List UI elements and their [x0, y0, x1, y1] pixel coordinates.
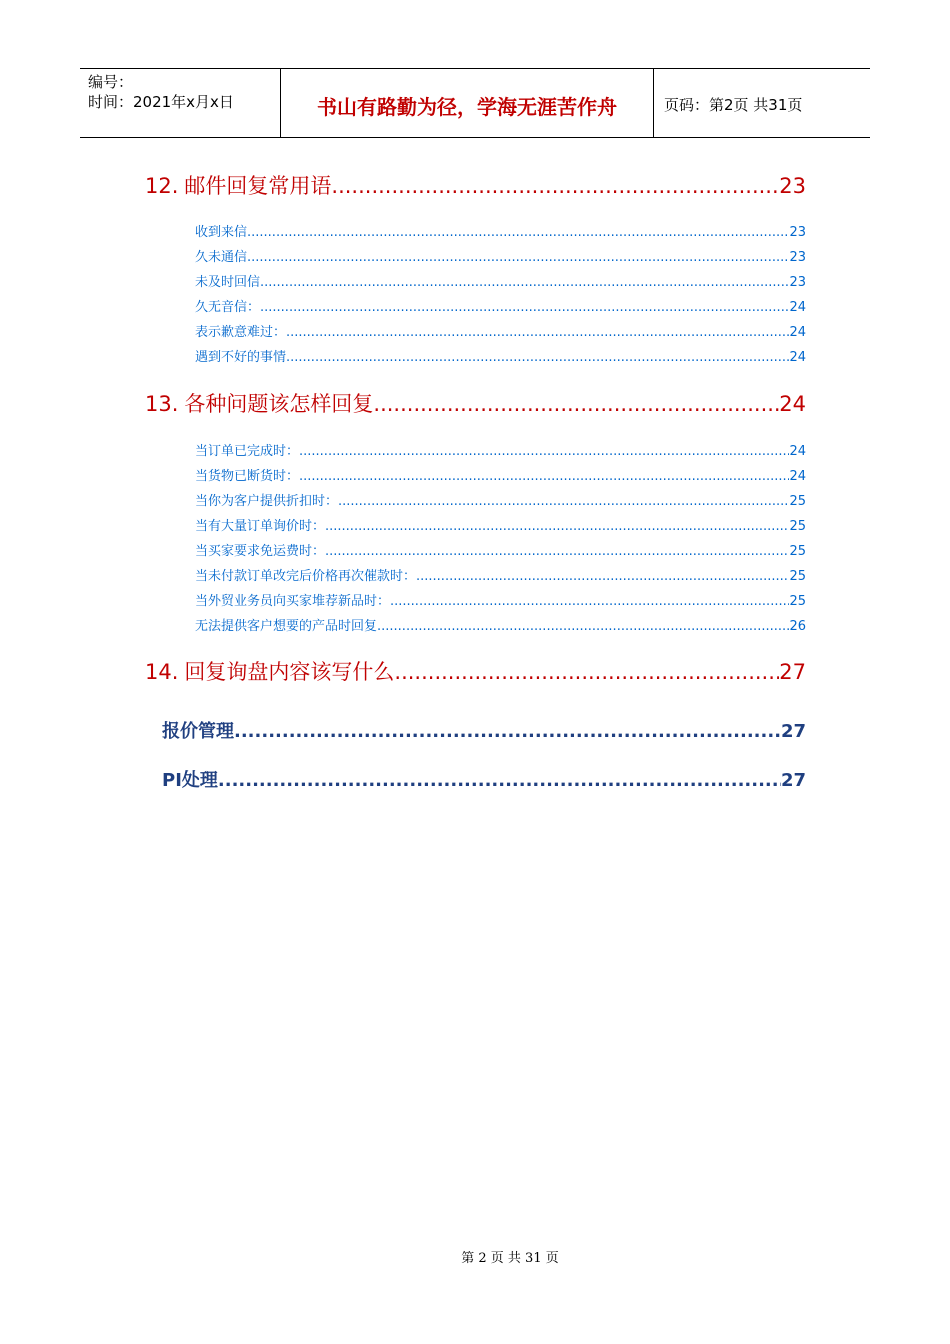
- header-meta-cell: [80, 69, 281, 137]
- toc-entry-label: 久无音信：: [195, 300, 261, 315]
- toc-entry-quote-management[interactable]: [162, 717, 806, 743]
- toc-leader-dots: [394, 660, 779, 684]
- toc-leader-dots: [247, 250, 789, 265]
- toc-page-number: 25: [789, 544, 806, 559]
- toc-entry[interactable]: [195, 346, 806, 365]
- toc-entry[interactable]: [195, 465, 806, 484]
- toc-entry-label: 遇到不好的事情: [195, 350, 287, 365]
- toc-section-title: 回复询盘内容该写什么: [184, 660, 395, 684]
- toc-page-number: 26: [789, 619, 806, 634]
- toc-section-number: 12.: [145, 174, 179, 198]
- toc-page-number: 23: [789, 275, 806, 290]
- toc-section-title: 各种问题该怎样回复: [184, 392, 374, 416]
- toc-section-number: 13.: [145, 392, 179, 416]
- toc-entry[interactable]: [195, 321, 806, 340]
- toc-page-number: 25: [789, 594, 806, 609]
- toc-page-number: 23: [779, 174, 806, 198]
- toc-entry[interactable]: [195, 515, 806, 534]
- header-motto: 书山有路勤为径，学海无涯苦作舟: [317, 94, 617, 119]
- toc-leader-dots: [325, 544, 789, 559]
- toc-leader-dots: [234, 721, 781, 742]
- toc-page-number: 27: [780, 770, 806, 791]
- toc-entry[interactable]: [195, 296, 806, 315]
- toc-entry-label: PI处理: [162, 770, 218, 791]
- toc-entry-label: 当买家要求免运费时：: [195, 544, 326, 559]
- toc-page-number: 24: [779, 392, 806, 416]
- footer-page-number: 第 2 页 共 31 页: [461, 1251, 559, 1266]
- toc-page-number: 24: [789, 444, 806, 459]
- toc-section-title: 邮件回复常用语: [184, 174, 332, 198]
- toc-page-number: 24: [789, 300, 806, 315]
- document-number-label: 编号：: [88, 73, 134, 91]
- toc-page-number: 23: [789, 225, 806, 240]
- toc-entry-label: 表示歉意难过：: [195, 325, 287, 340]
- page-header: [80, 68, 870, 138]
- toc-leader-dots: [373, 392, 779, 416]
- toc-entry[interactable]: [195, 271, 806, 290]
- document-time-label: 时间：2021年x月x日: [88, 93, 234, 111]
- toc-page-number: 25: [789, 569, 806, 584]
- toc-entry[interactable]: [195, 440, 806, 459]
- toc-entry-label: 久未通信: [195, 250, 248, 265]
- toc-page-number: 25: [789, 519, 806, 534]
- toc-entry-label: 无法提供客户想要的产品时回复: [195, 619, 378, 634]
- toc-entry-pi-processing[interactable]: [162, 766, 806, 792]
- toc-leader-dots: [331, 174, 779, 198]
- toc-entry-label: 收到来信: [195, 225, 248, 240]
- toc-leader-dots: [299, 444, 789, 459]
- toc-leader-dots: [390, 594, 789, 609]
- toc-entry-label: 当订单已完成时：: [195, 444, 300, 459]
- toc-entry[interactable]: [195, 246, 806, 265]
- toc-page-number: 25: [789, 494, 806, 509]
- toc-page-number: 27: [780, 721, 806, 742]
- toc-page-number: 24: [789, 350, 806, 365]
- toc-entry-label: 当外贸业务员向买家堆荐新品时：: [195, 594, 391, 609]
- toc-entry[interactable]: [195, 540, 806, 559]
- toc-entry[interactable]: [195, 490, 806, 509]
- toc-entry-label: 当有大量订单询价时：: [195, 519, 326, 534]
- toc-leader-dots: [377, 619, 789, 634]
- toc-entry-section-13[interactable]: [145, 388, 806, 418]
- toc-entry[interactable]: [195, 221, 806, 240]
- toc-leader-dots: [286, 350, 789, 365]
- toc-entry[interactable]: [195, 590, 806, 609]
- toc-entry-label: 当未付款订单改完后价格再次催款时：: [195, 569, 417, 584]
- toc-page-number: 24: [789, 469, 806, 484]
- toc-leader-dots: [338, 494, 789, 509]
- toc-leader-dots: [299, 469, 789, 484]
- toc-entry-label: 当你为客户提供折扣时：: [195, 494, 339, 509]
- toc-leader-dots: [260, 275, 789, 290]
- toc-page-number: 24: [789, 325, 806, 340]
- header-page-cell: [654, 69, 870, 137]
- toc-entry-label: 未及时回信: [195, 275, 261, 290]
- toc-leader-dots: [218, 770, 781, 791]
- toc-section-number: 14.: [145, 660, 179, 684]
- header-motto-cell: [281, 69, 654, 137]
- toc-entry[interactable]: [195, 615, 806, 634]
- header-page-info: 页码：第2页 共31页: [664, 95, 803, 114]
- toc-leader-dots: [325, 519, 789, 534]
- toc-page-number: 23: [789, 250, 806, 265]
- toc-entry[interactable]: [195, 565, 806, 584]
- toc-page-number: 27: [779, 660, 806, 684]
- toc-leader-dots: [416, 569, 789, 584]
- toc-entry-label: 报价管理: [162, 721, 234, 742]
- toc-leader-dots: [260, 300, 789, 315]
- toc-entry-section-12[interactable]: [145, 170, 806, 200]
- toc-entry-section-14[interactable]: [145, 656, 806, 686]
- toc-leader-dots: [247, 225, 789, 240]
- toc-entry-label: 当货物已断货时：: [195, 469, 300, 484]
- page-footer: [0, 1247, 950, 1266]
- toc-leader-dots: [286, 325, 789, 340]
